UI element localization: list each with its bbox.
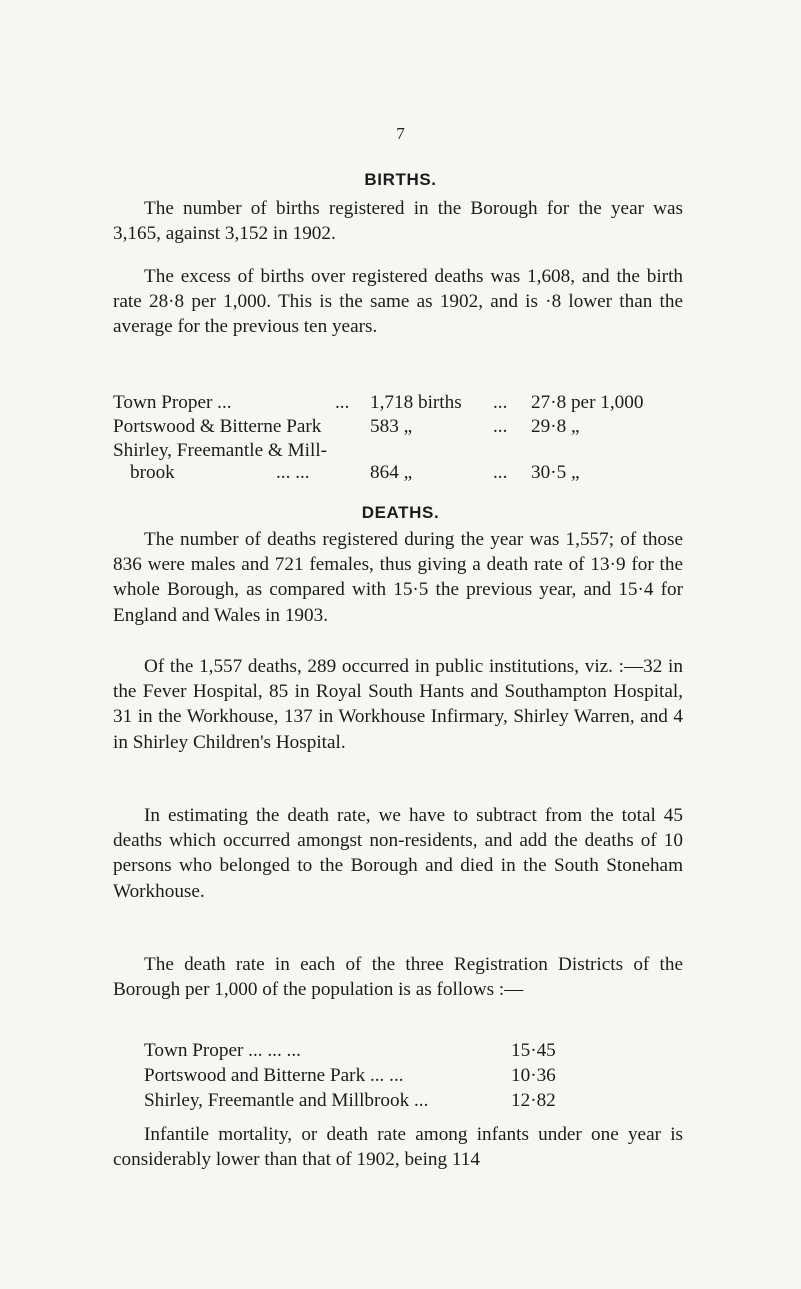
leader-dots: ... ... bbox=[276, 462, 310, 483]
birth-rate: 29·8 „ bbox=[531, 416, 580, 437]
district-name: Shirley, Freemantle and Millbrook ... bbox=[144, 1090, 429, 1111]
deaths-heading: DEATHS. bbox=[361, 503, 440, 522]
deaths-paragraph-3: In estimating the death rate, we have to subtract from the total 45 deaths which occurred amongst non-residents, and add the deaths of 10 persons who belonged to the Borough and died in the South Stoneham Workhouse. bbox=[113, 805, 683, 902]
deaths-paragraph-1: The number of deaths registered during the year was 1,557; of those 836 were males and 721 females, thus giving a death rate of 13·9 for the whole Borough, as compared with 15·5 the previous year, and 15·4 for England and Wales in 1903. bbox=[113, 529, 683, 626]
deaths-paragraph-2: Of the 1,557 deaths, 289 occurred in public institutions, viz. :—32 in the Fever Hospital, 85 in Royal South Hants and Southampton Hospital, 31 in the Workhouse, 137 in Workhouse Infirmary, Shirley Warren, and 4 in Shirley Children's Hospital. bbox=[113, 656, 683, 753]
district-name: Town Proper ... ... ... bbox=[144, 1040, 301, 1061]
deaths-paragraph-4: The death rate in each of the three Registration Districts of the Borough per 1,000 of the population is as follows :— bbox=[113, 954, 683, 1001]
district-name: Portswood & Bitterne Park bbox=[113, 416, 322, 437]
birth-count: 864 „ bbox=[370, 462, 413, 483]
births-paragraph-2: The excess of births over registered deaths was 1,608, and the birth rate 28·8 per 1,000. This is the same as 1902, and is ·8 lower than the average for the previous ten years. bbox=[113, 266, 683, 338]
district-name: brook bbox=[130, 462, 175, 483]
death-rate: 10·36 bbox=[511, 1065, 556, 1086]
district-name: Town Proper ... bbox=[113, 392, 232, 413]
death-rate: 12·82 bbox=[511, 1090, 556, 1111]
birth-count: 583 „ bbox=[370, 416, 413, 437]
district-name: Shirley, Freemantle & Mill- bbox=[113, 440, 328, 461]
births-heading: BIRTHS. bbox=[364, 170, 437, 189]
district-name: Portswood and Bitterne Park ... ... bbox=[144, 1065, 404, 1086]
leader-dots: ... bbox=[493, 392, 508, 413]
leader-dots: ... bbox=[493, 462, 508, 483]
death-rate: 15·45 bbox=[511, 1040, 556, 1061]
leader-dots: ... bbox=[335, 392, 350, 413]
leader-dots: ... bbox=[493, 416, 508, 437]
deaths-paragraph-5: Infantile mortality, or death rate among infants under one year is considerably lower than that of 1902, being 114 bbox=[113, 1124, 683, 1171]
page-number: 7 bbox=[396, 124, 405, 143]
births-paragraph-1: The number of births registered in the Borough for the year was 3,165, against 3,152 in 1902. bbox=[113, 198, 683, 245]
birth-rate: 30·5 „ bbox=[531, 462, 580, 483]
birth-rate: 27·8 per 1,000 bbox=[531, 392, 644, 413]
birth-count: 1,718 births bbox=[370, 392, 462, 413]
